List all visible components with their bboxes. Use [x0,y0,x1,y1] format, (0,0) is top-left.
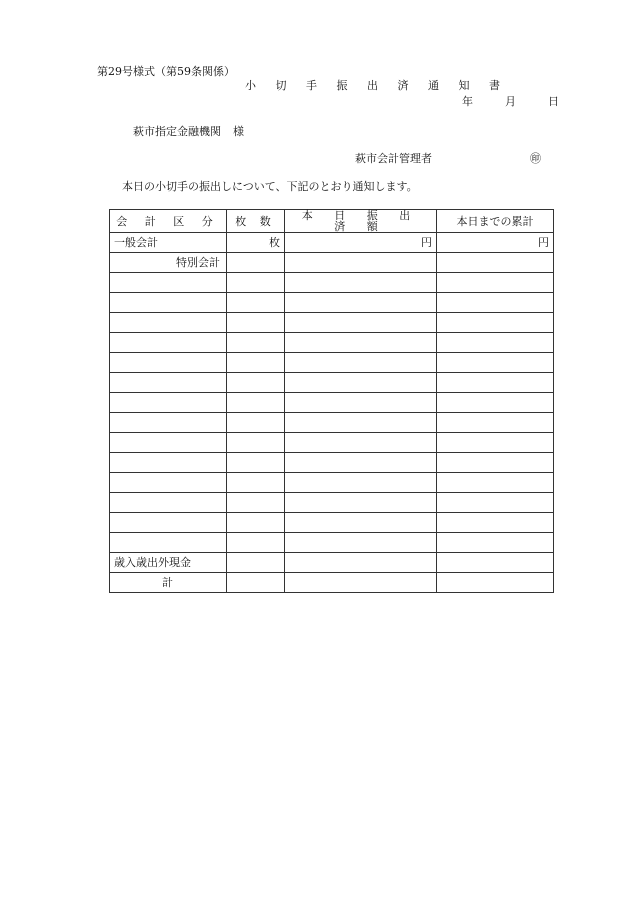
table-cell [437,353,554,373]
table-cell [437,493,554,513]
table-row-extra-budget-cash [110,553,554,573]
general-account-label: 一般会計 [110,233,227,253]
table-cell [110,293,227,313]
header-today-amount: 本 日 振 出 済 額 [285,210,437,233]
table-row [110,493,554,513]
table-cell [110,313,227,333]
form-number: 第29号様式（第59条関係） [97,65,235,78]
unit-sheets: 枚 [227,233,285,253]
table-cell [227,333,285,353]
table-cell [437,413,554,433]
special-account-label: 特別会計 [110,253,227,273]
table-cell [437,513,554,533]
table-cell [437,533,554,553]
table-cell [437,393,554,413]
table-row [110,333,554,353]
table-cell [227,273,285,293]
total-label: 計 [110,573,227,593]
table-cell [110,333,227,353]
document-title: 小 切 手 振 出 済 通 知 書 [245,79,508,92]
extra-budget-cash-label: 歳入歳出外現金 [110,553,227,573]
issuer-name: 萩市会計管理者 [355,152,432,165]
table-cell [227,533,285,553]
table-row [110,273,554,293]
table-cell [285,453,437,473]
table-cell [227,413,285,433]
table-cell [110,353,227,373]
table-cell [285,353,437,373]
table-cell [227,553,285,573]
table-row-special [110,253,554,273]
table-cell [110,473,227,493]
table-cell [437,313,554,333]
addressee-name: 萩市指定金融機関 [133,125,221,138]
table-cell [110,453,227,473]
table-row [110,473,554,493]
table-cell [285,373,437,393]
table-row [110,393,554,413]
table-row [110,373,554,393]
header-sheet-count: 枚 数 [227,210,285,233]
table-cell [285,493,437,513]
table-cell [227,433,285,453]
table-cell [227,493,285,513]
ledger-table [109,209,554,593]
table-cell [227,453,285,473]
table-cell [227,373,285,393]
table-cell [285,573,437,593]
table-row [110,513,554,533]
table-row [110,533,554,553]
table-cell [285,333,437,353]
table-cell [285,553,437,573]
table-cell [285,513,437,533]
table-cell [227,573,285,593]
table-cell [227,313,285,333]
table-cell [285,413,437,433]
table-cell [227,513,285,533]
date-month: 月 [505,95,516,108]
table-row-general [110,233,554,253]
table-cell [285,273,437,293]
addressee [133,126,244,137]
date-day: 日 [548,95,559,108]
unit-yen-today: 円 [285,233,437,253]
table-cell [110,273,227,293]
header-cumulative-amount: 本日までの累計 [437,210,554,233]
date-line [462,96,559,107]
table-cell [285,533,437,553]
table-cell [110,533,227,553]
table-cell [437,553,554,573]
table-cell [227,253,285,273]
table-row-total [110,573,554,593]
table-cell [437,473,554,493]
table-cell [285,433,437,453]
table-cell [285,293,437,313]
table-cell [437,253,554,273]
table-row [110,413,554,433]
header-account-category: 会 計 区 分 [110,210,227,233]
table-cell [227,393,285,413]
table-cell [227,473,285,493]
unit-yen-cumulative: 円 [437,233,554,253]
table-cell [437,273,554,293]
seal-mark: ㊞ [530,152,541,165]
table-row [110,433,554,453]
table-cell [437,573,554,593]
table-cell [227,293,285,313]
table-header-row [110,210,554,233]
table-row [110,313,554,333]
table-cell [227,353,285,373]
table-cell [110,413,227,433]
table-cell [110,513,227,533]
table-cell [437,453,554,473]
table-cell [110,393,227,413]
table-row [110,453,554,473]
table-cell [285,313,437,333]
table-cell [110,433,227,453]
table-row [110,293,554,313]
table-cell [437,433,554,453]
table-cell [437,333,554,353]
table-cell [285,473,437,493]
table-cell [110,373,227,393]
table-cell [285,253,437,273]
table-cell [437,373,554,393]
intro-text: 本日の小切手の振出しについて、下記のとおり通知します。 [122,180,418,193]
table-cell [437,293,554,313]
table-cell [110,493,227,513]
date-year: 年 [462,95,473,108]
addressee-honorific: 様 [233,125,244,138]
table-cell [285,393,437,413]
table-row [110,353,554,373]
